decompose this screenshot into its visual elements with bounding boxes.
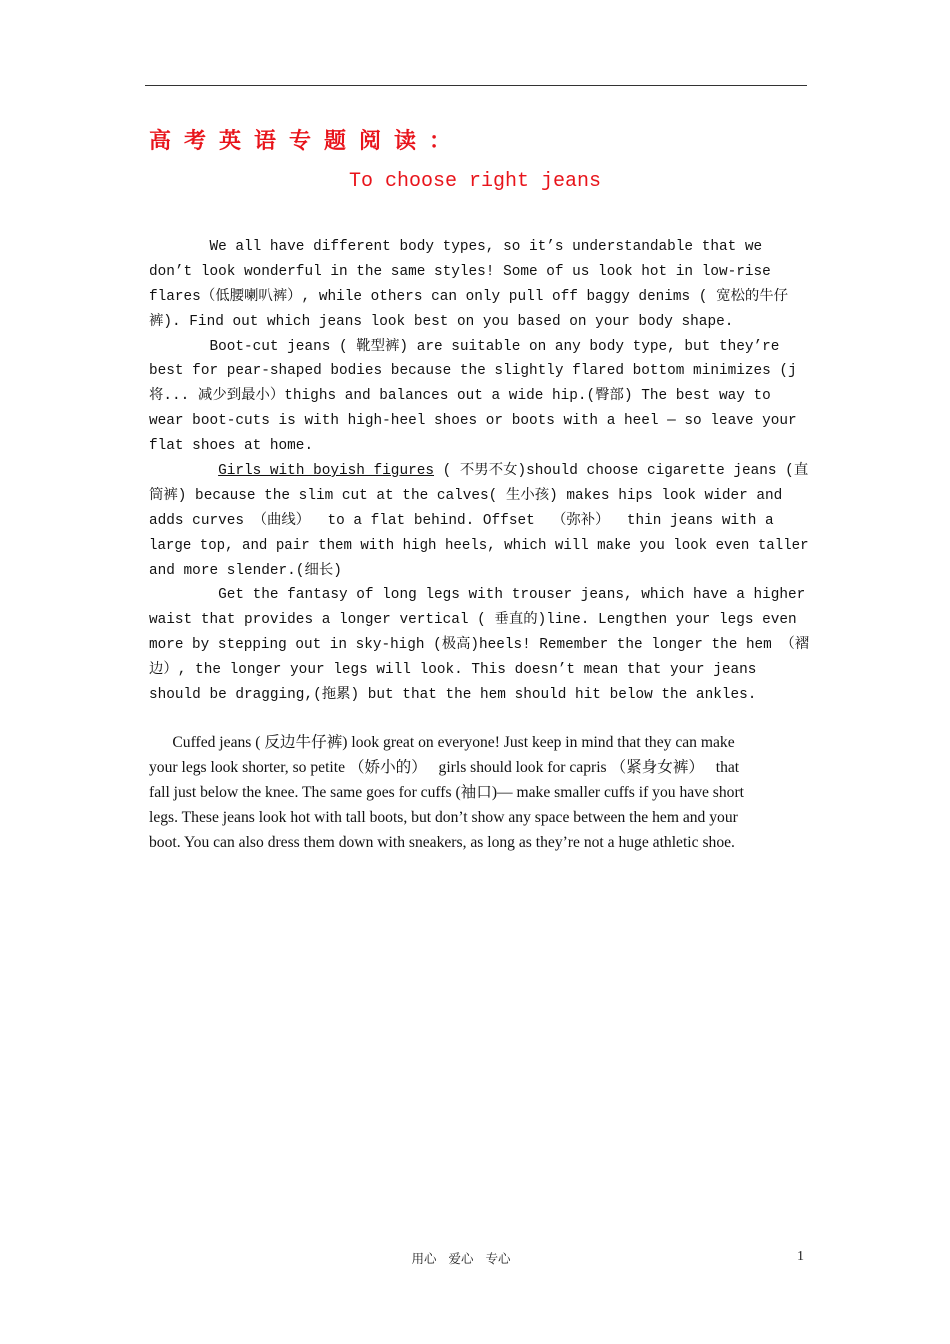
header-rule (145, 85, 807, 86)
text-line: Get the fantasy of long legs with trouser jeans, which have a higher (149, 587, 806, 604)
underlined-phrase: Girls with boyish figures (218, 463, 434, 480)
text-line: should be dragging,(拖累) but that the hem should hit below the ankles. (149, 687, 757, 704)
text-line: your legs look shorter, so petite （娇小的） girls should look for capris （紧身女裤） that (149, 759, 740, 776)
chinese-title: 高考英语专题阅读： (149, 129, 465, 154)
text-line: and more slender.(细长) (149, 562, 342, 579)
text-line: legs. These jeans look hot with tall boots, but don’t show any space between the hem and your (149, 809, 738, 826)
text-line: best for pear-shaped bodies because the slightly flared bottom minimizes (j (149, 363, 797, 380)
text-line: 筒裤) because the slim cut at the calves( 生小孩) makes hips look wider and (149, 487, 783, 504)
text-line: 边）, the longer your legs will look. This doesn’t mean that your jeans (149, 662, 757, 679)
line-rest: ( 不男不女)should choose cigarette jeans (直 (434, 463, 809, 480)
text-line: Cuffed jeans ( 反边牛仔裤) look great on everyone! Just keep in mind that they can make (149, 734, 735, 751)
text-line (149, 459, 809, 484)
english-title: To choose right jeans (348, 170, 602, 193)
text-line: waist that provides a longer vertical ( 垂直的)line. Lengthen your legs even (149, 612, 797, 629)
text-line: large top, and pair them with high heels, which will make you look even taller (149, 537, 809, 554)
text-line: flares（低腰喇叭裤）, while others can only pull off baggy denims ( 宽松的牛仔 (149, 288, 789, 305)
text-line: 裤). Find out which jeans look best on you based on your body shape. (149, 313, 734, 330)
article-body-mono (149, 235, 809, 708)
text-line: 将... 减少到最小）thighs and balances out a wide hip.(臀部) The best way to (149, 388, 771, 405)
text-line: more by stepping out in sky-high (极高)heels! Remember the longer the hem （褶 (149, 637, 810, 654)
text-line: adds curves （曲线） to a flat behind. Offset （弥补） thin jeans with a (149, 512, 774, 529)
text-line: flat shoes at home. (149, 438, 314, 455)
text-line: wear boot-cuts is with high-heel shoes or boots with a heel — so leave your (149, 413, 797, 430)
text-line: Boot-cut jeans ( 靴型裤) are suitable on any body type, but they’re (149, 338, 780, 355)
footer-motto: 用心 爱心 专心 (411, 1251, 511, 1266)
text-line: don’t look wonderful in the same styles! Some of us look hot in low-rise (149, 263, 771, 280)
text-line: We all have different body types, so it’s understandable that we (149, 239, 763, 255)
indent (149, 463, 218, 479)
text-line: fall just below the knee. The same goes for cuffs (袖口)— make smaller cuffs if you have short (149, 784, 744, 801)
page-number: 1 (797, 1249, 804, 1264)
article-body-serif (149, 730, 809, 855)
text-line: boot. You can also dress them down with sneakers, as long as they’re not a huge athletic shoe. (149, 834, 735, 851)
